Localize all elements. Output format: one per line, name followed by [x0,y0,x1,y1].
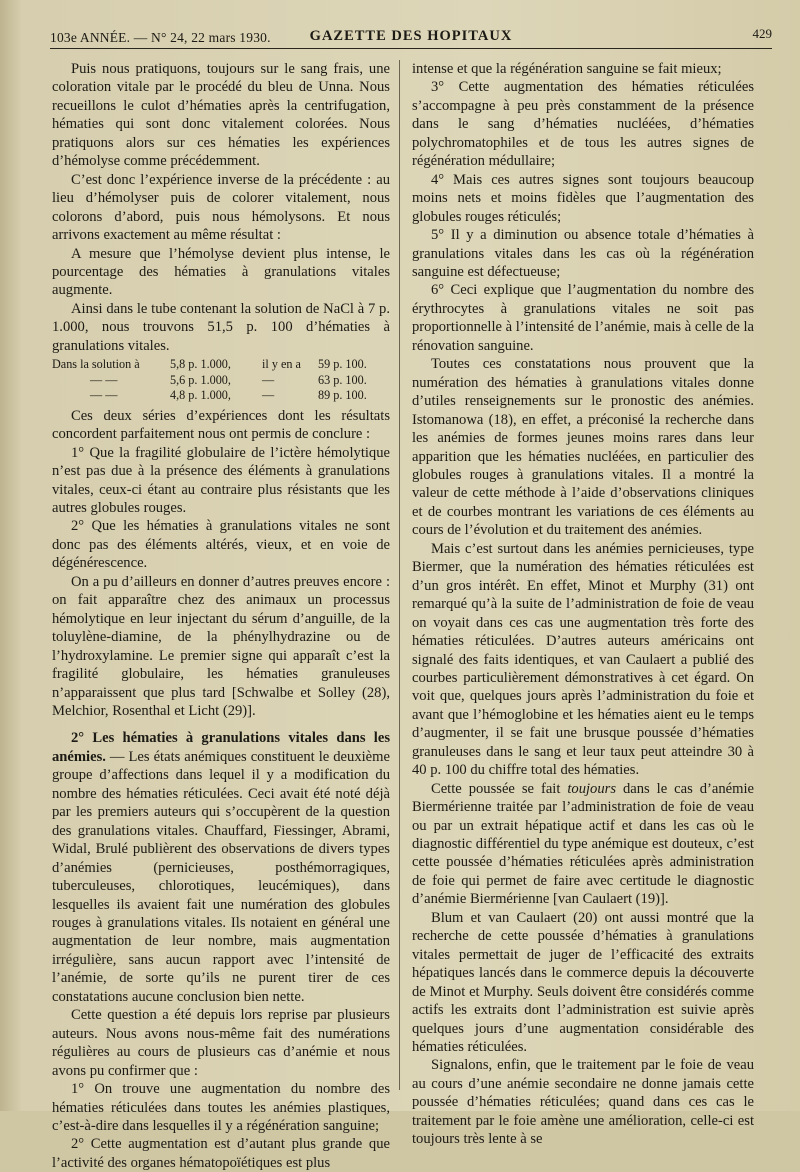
column-divider [399,60,400,1090]
paragraph: Mais c’est surtout dans les anémies pernicieuses, type Biermer, que la numération des hématies réticulées est d’un gros intérêt. En effet, Minot et Murphy (31) ont remarqué qu’à la suite de l’administration de foie de veau on voyait dans ces cas une augmentation très forte des hématies réticulées. D’autres auteurs américains ont signalé des faits identiques, et van Caulaert a publié des courbes particulièrement démonstratives à cet égard. On voit que, quelques jours après l’administration du foie et avant que l’hémoglobine et les hématies aient eu le temps d’augmenter, il se fait une brusque poussée d’hématies granuleuses dans le sang et leur taux peut atteindre 30 à 40 p. 100 du chiffre total des hématies. [412,540,754,779]
paragraph: Blum et van Caulaert (20) ont aussi montré que la recherche de cette poussée d’hématies à granulations vitales permettait de juger de l’efficacité des extraits hépatiques lancés dans le commerce depuis la découverte de Minot et Murphy. Seuls doivent être considérés comme actifs les extraits dont l’administration est suivie après quelques jours d’une augmentation considérable des hématies réticulées. [412,909,754,1056]
solution-table [52,357,390,404]
solution-concentration: 5,8 p. 1.000, [170,357,231,372]
paragraph: Ces deux séries d’expériences dont les résultats concordent parfaitement nous ont permis de conclure : [52,407,390,443]
page-number: 429 [752,26,772,41]
solution-row [52,373,390,389]
paragraph: Signalons, enfin, que le traitement par le foie de veau au cours d’une anémie secondaire ne donne jamais cette poussée d’hématies réticulées; quand dans ces cas le traitement par le foie amène une amélioration, celle-ci est toujours très lente à se [412,1057,754,1148]
solution-label: Dans la solution à [52,357,140,372]
solution-row [52,357,390,373]
paragraph: On a pu d’ailleurs en donner d’autres preuves encore : on fait apparaître chez des animaux un processus hémolytique en leur injectant du sérum d’anguille, de la toluylène-diamine, de la phénylhydrazine ou de l’hydroxylamine. Le premier signe qui apparaît c’est la fragilité globulaire, les hématies granuleuses n’apparaissent que plus tard [Schwalbe et Solley (28), Melchior, Rosenthal et Licht (29)]. [52,573,390,719]
solution-percentage: 89 p. 100. [318,388,367,403]
solution-concentration: 5,6 p. 1.000, [170,372,231,387]
page-header [50,22,772,49]
italic-text: toujours [567,780,617,797]
solution-connector: — [262,388,275,403]
text-run: dans le cas d’anémie Biermérienne traitée par l’administration de foie de veau ou par un extrait hépatique actif et dans les cas où le diagnostic différentiel du type anémique est douteux, c’est cette poussée d’hématies réticulées après administration de foie qui permet de faire avec certitude le diagnostic d’anémie Biermérienne [van Caulaert (19)]. [412,780,754,908]
list-item: 6° Ceci explique que l’augmentation du nombre des érythrocytes à granulations vitales ne soit pas proportionnelle à l’intensité de l’anémie, mais à celle de la rénovation sanguine. [412,282,755,354]
solution-concentration: 4,8 p. 1.000, [170,388,231,403]
solution-row [52,388,390,404]
list-item: 5° Il y a diminution ou absence totale d’hématies à granulations vitales dans les cas où la régénération sanguine est défectueuse; [412,227,754,280]
paragraph: Puis nous pratiquons, toujours sur le sang frais, une coloration vitale par le procédé du bleu de Unna. Nous recueillons le culot d’hématies après la centrifugation, hématies qui sont donc vitalement colorées. Nous pratiquons alors sur ces hématies les expériences d’hémolyse comme précédemment. [52,61,390,170]
paragraph-continuation: intense et que la régénération sanguine se fait mieux; [412,61,722,77]
solution-connector: — [262,372,275,387]
paragraph: C’est donc l’expérience inverse de la précédente : au lieu d’hémolyser puis de colorer vitalement, nous colorons d’abord, puis nous hémolysons. Et nous arrivons exactement au même résultat : [52,171,390,244]
list-item: 1° On trouve une augmentation du nombre des hématies réticulées dans toutes les anémies plastiques, c’est-à-dire dans lesquelles il y a régénération sanguine; [52,1081,390,1134]
solution-percentage: 63 p. 100. [318,372,367,387]
list-item: 2° Cette augmentation est d’autant plus grande que l’activité des organes hématopoïétiques est plus [52,1136,390,1171]
journal-title: GAZETTE DES HOPITAUX [309,28,513,44]
issue-line: 103e ANNÉE. — N° 24, 22 mars 1930. [50,30,271,45]
list-item: 4° Mais ces autres signes sont toujours beaucoup moins nets et moins fidèles que l’augmentation des globules rouges réticulés; [412,171,754,225]
paragraph: Ainsi dans le tube contenant la solution de NaCl à 7 p. 1.000, nous trouvons 51,5 p. 100 d’hématies à granulations vitales. [52,300,390,354]
section-heading: 2° Les hématies à granulations vitales dans les anémies. [52,730,390,765]
paragraph [412,780,754,909]
solution-percentage: 59 p. 100. [318,357,367,372]
paragraph: Toutes ces constatations nous prouvent que la numération des hématies à granulations vitales donne d’utiles renseignements sur le pronostic des anémies. Istomanowa (18), en effet, a préconisé la recherche dans les anémies de formes jeunes moins rares dans leur apparition que les hématies nucléées, en particulier des globules rouges à granulations vitales. Il a montré la valeur de cette méthode à l’aide d’observations cliniques et de courbes montrant les variations de ces éléments au cours de l’évolution et du traitement des anémies. [412,356,754,539]
paragraph: Cette question a été depuis lors reprise par plusieurs auteurs. Nous avons nous-même fait des numérations régulières au cours de plusieurs cas d’anémie et nous avons pu confirmer que : [52,1007,390,1079]
left-column [52,60,390,1171]
list-item: 2° Que les hématies à granulations vitales ne sont donc pas des éléments altérés, vieux, et en voie de dégénérescence. [52,518,390,572]
right-column [412,60,755,1148]
solution-label: — — [90,388,118,403]
list-item: 1° Que la fragilité globulaire de l’ictère hémolytique n’est pas due à la présence des éléments à granulations vitales, ceux-ci étant au contraire plus résistants que les autres globules rouges. [52,444,390,517]
solution-label: — — [90,372,118,387]
list-item: 3° Cette augmentation des hématies réticulées s’accompagne à peu près constamment de la présence dans le sang d’hématies nucléées, d’hématies polychromatophiles et de tous les autres signes de régénération médullaire; [412,79,754,170]
solution-connector: il y en a [262,357,301,372]
text-run: Cette poussée se fait [430,780,568,797]
paragraph: A mesure que l’hémolyse devient plus intense, le pourcentage des hématies à granulations vitales augmente. [52,245,390,299]
section-body: — Les états anémiques constituent le deuxième groupe d’affections dans lequel il y a modification du nombre des hématies réticulées. Ceci avait été noté déjà par les premiers auteurs qui s’occupèrent de la question des granulations vitales. Chauffard, Fiessinger, Abrami, Widal, Brulé publièrent des observations de divers types d’anémies (pernicieuses, posthémorragiques, tuberculeuses, chlorotiques, leucémiques), dans lesquelles ils avaient fait une numération des globules rouges à granulations vitales. Ils notaient en général une augmentation de leur nombre, mais augmentation irrégulière, sans aucun rapport avec l’intensité de l’anémie, de sorte qu’ils ne purent tirer de ces constatations aucune conclusion bien nette. [52,748,390,1005]
section-paragraph [52,729,390,1006]
